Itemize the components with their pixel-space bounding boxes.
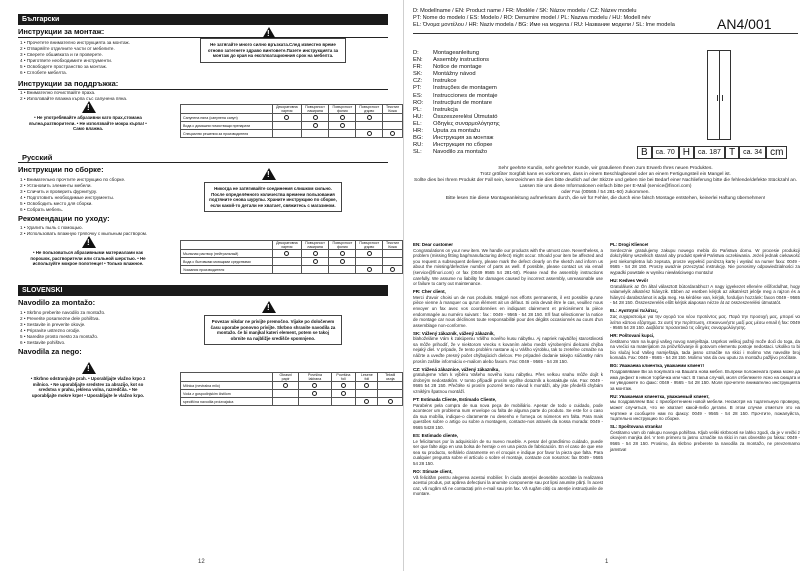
section-russian-title: Русский <box>18 152 388 163</box>
bg-assembly-heading: Инструкции за монтаж: <box>18 27 388 38</box>
sl-warning-box: Povezav nikdar ne privijte premočno. Vijake po določenem času uporabe ponovno privijte. Skrbno shranite navodila za montažo. če bi manjkal kateri element, potem se takoj obrnite na najbližje središče spomnjeno. <box>204 315 342 345</box>
german-intro: Sehr geehrte Kundin, sehr geehrter Kunde, wir gratulieren Ihnen zum Erwerb Ihres neuen Produktes. Trotz größter Sorgfalt kann es vorkommen, dass in einem Beschlagbeutel oder an einem Fertigungsteil ein Mangel ist. Sollte dies bei Ihrem Produkt der Fall sein, kennzeichnen Sie dies bitte deutlich auf der Skizze und geben Sie bei Bedarf einer Nachlieferung bitte die fehlende/defekte Stückzahl an. Lassen Sie uns diese Informationen einfach bitte per E-Mail (service@finori.com) oder Fax (00565 / 54 281-50) zukommen. Bitte lesen Sie diese Montageanleitung aufmerksam durch, die wir für Fehler, die durch eine falsch Montage entstehen, keinerlei Haftung übernehmen! <box>414 166 797 201</box>
page-number: 1 <box>605 559 609 565</box>
intro-column-2: PL: Drogi Klience! Serdecznie gratulujemy zakupu nowego mebla do Państwa domu. W procesie produkcji dołożyliśmy wszelkich starań aby produkt spełnił Państwa oczekiwania. Jeżeli jednak ciekawość jest niekompletna lub zepsuta, prosze wypełnić poniższą kartę i wysłać na numer faxu: 0049 - 9565 - 54 28 150. Proszę uważnie przeczytać instrukcję. Nie ponosimy odpowiedzialności za wypadki powstałe w wyniku niewłaściwego montażu! HU: Kedves Vevő! Gratulálunk az Ön által választott bútordarabhoz! A nagy igyekezet ellenére előfordulhat, hogy valamelyik alkatrész hiányzik. Ebben az esetben kérjük az alkatrészt jelölje meg a rajzon és a hiányzó darabszámot is adja meg. Ha kérdése van, kérjük, forduljon hozzánk: faxon 0049 - 9565 - 54 28 150. Összeszerelés előtt kérjük alaposan nézze át az összeszerelési útmutatót. EL: Αγαπητοί πελάτες, Σας ευχαριστούμε για την αγορά του νέου προϊόντος μας. Παρά την προσοχή μας, μπορεί να λείπει κάποιο εξάρτημα. Σε αυτή την περίπτωση, επικοινωνήστε μαζί μας μέσω email ή fax: 0049 - 9565 54 28 150. Διαβάστε προσεκτικά τις οδηγίες συναρμολόγησης. HR: Poštovani kupci, čestitamo Vam na kupnji vašeg novog namještaja. Usprkos velikoj pažnji može doći do toga, da na vrećici sa materijalom za pričvršćivanje ili gotovom elementu postoje nedostaci. Ukoliko to bi bio slučaj kod Vašeg namještaja, tada jasno označite na skici i molimo Vas navedite broj komada. Fax: 0049 - 9565 - 54 28 150. Molimo Vas da ovu uputu za montažu pažljivo pročitate. BG: Уважаема клиентка, уважаеми клиент! Поздравяваме Ви за покупката на Вашата нова мебел. Въпреки положената грижа може да има дефект в някоя торбичка или част. В такъв случай, моля отбележете ясно на скицата и ни уведомете по факс: 0049 - 9565 - 54 28 150. Моля прочетете внимателно инструкцията за монтаж. RU: Уважаемая клиентка, уважаемый клиент, мы поздравляем Вас с приобретением новой мебели. Несмотря на тщательную проверку, может случиться, что не хватает какой-либо детали. В этом случае отметьте это на чертеже и сообщите нам по факсу: 0049 - 9565 - 54 28 150. Прочтите, пожалуйста, тщательно инструкцию по сборке. SL: Spoštovana stranka! Čestitamo vam ob nakupu novega pohištva. Kljub veliki skrbnosti se lahko zgodi, da je v vrečki z okovjem manjka del. V tem primeru to jasno označite na skici in nas obvestite po faksu: 0049 - 9565 - 54 28 150. Prosimo, da skrbno preberete ta navodila za montažo, ne prevzemamo jamstva! <box>610 242 800 452</box>
ru-care-steps: 1 • Удалить пыль с помощью. 2 • Использовать влажную тряпочку с мыльным раствором. <box>20 225 148 236</box>
warning-icon <box>82 362 96 374</box>
bg-steps: 1 • Прочетете внимателно инструкцията за монтаж. 2 • Отваряйте отделните части от мебелите. 3 • Сверете обшивката и ги проверете. 4 • Пригответе необходимите инструменти. 5 • Освободете пространство за монтаж. 6 • Сглобете мебелта. <box>20 40 130 75</box>
ru-care-table: Декоративна хартия Повърхност лакирана Повърхност фолио Повърхност дърво Текстил Кожа Мыльная раствор (нейтральный) Вода с бытовыми моющими средствами Указания производителя <box>180 240 403 274</box>
model-name-lines: D: Modellname / EN: Product name / FR: Modèle / SK: Názov modelu / CZ: Název modelu PT: Nome do modelo / ES: Modelo / RO: Denumire model / PL: Nazwa modelu / HU: Modell név EL: Όνομα μοντέλου / HR: Naziv modela / BG: Име на модела / RU: Название модели / SL: Ime modela <box>413 8 675 29</box>
bg-warning-box: Не затягайте много силно връзката.След известно време отново затегнете здраво винтовете.Пазете инструкцията за монтаж до края на експлоатационния срок на мебелта. <box>200 38 346 63</box>
ru-assembly-heading: Инструкции по сборке: <box>18 165 104 174</box>
divider <box>413 33 798 34</box>
warning-icon <box>82 236 96 248</box>
bg-care-table: Декоративна хартия Повърхност лакирана Повърхност фолио Повърхност дърво Текстил Кожа Сапунена пяна (сапунена сапун) Вода с домашни почистващи препарати Специални решения за производителя <box>180 104 403 138</box>
cabinet-illustration <box>707 50 731 140</box>
ru-care-warning: • Не пользоваться абразивными материалами как порошок, растворители или стальной шерстью. • Не используйте мокрое полотенце! • Только влажное. <box>30 250 146 267</box>
warning-icon <box>262 301 276 313</box>
sl-care-warning: • Skrbno odstranjujte prah. • Uporabljajte vlažno krpo z milnico. • Ne uporabljajte sredstev za abrazijo, kot so sredstva v prahu, jeklena volna, razredčila. • Ne uporabljajte mokre krpe! • Uporabljajte le vlažno krpo. <box>30 376 146 398</box>
warning-icon <box>262 168 276 180</box>
ru-steps: 1 • Внимательно прочтите инструкцию по сборке. 2 • Установить элементы мебели. 3 • Сличить и проверить фурнитуру. 4 • Подготовить необходимые инструменты. 5 • Освободить место для сборки. 6 • Собрать мебель. <box>20 177 126 212</box>
model-code: AN4/001 <box>717 16 772 32</box>
page-number: 12 <box>198 559 205 565</box>
section-bulgarian-title: Български <box>18 14 388 25</box>
bg-care-heading: Инструкции за поддръжка: <box>18 79 388 90</box>
warning-icon <box>82 101 96 113</box>
right-page <box>405 0 808 571</box>
sl-care-table: Okrasni papir Površina lakirana Površina foli Lesene foli Tekstil usnja Milnica (nevtralna milo) Voda z gospodinjskim čistilom specifična navodila proizvajalca <box>180 372 403 406</box>
sl-care-heading: Navodila za nego: <box>18 347 82 356</box>
language-list: D: Montageanleitung EN: Assembly instructions FR: Notice de montage SK: Montážny návod CZ: Instrukce PT: Instruções de montagem ES: Instrucciones de montaje RO: Instrucțiuni de montare PL: Instrukcja HU: Összeszerelési Útmutató EL: Οδηγίες συναρμολόγησης HR: Uputa za montažu BG: Инструкция за монтаж RU: Инструкция по сборке SL: Navodilo za montažo <box>413 50 500 156</box>
bg-care-warning: • Не употребявайте абразивни като прах,стомана вълна,разтворители. • Не използвайте мокра кърпа! • Само влажна. <box>29 115 147 132</box>
intro-column-1: EN: Dear customer Congratulations on your new item. We handle our products with the utmost care. Nevertheless, a problem (missing fitting bag/manufacturing defect) might occur. Should your item be affected and you request a subsequent delivery, please mark the defect clearly on the sketch and inform us about the missing/defective number of parts as well. If possible, please contact us via email (service@finori.com) or fax (0049 9565 54 281-50). Please read the assembly instructions carefully. We assume no liability for damages caused by incorrect assembly, unreasonable use or failure to carry out maintenance. FR: Cher client, Merci d'avoir choisi un de nos produits. Malgré nos efforts permanents, il est possible qu'une pièce vienne à manquer ou qu'un élément ait un défaut. Si cela devait être le cas, veuillez nous envoyer un fax avec vos coordonnées en indiquant clairement et précisément la pièce endommagée au numéro suivant : fax : 0049 - 9565 - 54 28 150. S'il faut sélectionner la notice de montage car nous déclinons toute responsabilité pour des dégâts occasionnés au cours d'un assemblage non-conforme. SK: Vážený zákazník, vážený zákazník, blahoželáme Vám k zakúpeniu Vášho nového kusu nábytku. Aj napriek najväčšej starostlivosti sa môže prihodiť, že v niektorom vrecku s kovaním alebo medzi výrobenými dielcami chýba nejaký diel. V prípade, že tento problém nastane aj u Vášho výrobku, tak to zreteľne označte na náčrte a uveďte presný počet chýbajúcich dielcov. Pre prípadné dodanie takejto súčiastky nám prosím zašlite informáciu e-mailom alebo faxom. Fax: 0049 - 9565 - 54 28 150. CZ: Vážená zákaznice, vážený zákazníku, gratulujeme Vám k výběru Vašeho nového kusu nábytku. Přes velkou snahu může dojít k drobným nedostatkům. V tomto případě prosím vyplňte dotazník a kontaktujte nás. Fax: 0049 - 9565 54 28 150. Přečtěte si prosím pozorně tento návod k montáži, aby jste předešli chybám vzniklým špatnou montáží. PT: Estimada Cliente, Estimado Cliente, Parabéns pela compra de sua nova peça de mobiliário. Apesar de todo o cuidado, pode acontecer um problema num envelope ou falta de alguma parte do produto. Se este for o caso da sua mobília, indique-o claramente no desenho e forneça os números em falta. Para mais questões sobre o artigo ou sobre a montagem, contacte-nos através da nossa morada: 0049 - 9565 5428 150. ES: Estimado cliente, Le felicitamos por la adquisición de su nuevo mueble. A pesar del grandísimo cuidado, puede ser que falte algo en una bolsa de herraje o en una pieza de fabricación. En el caso de que ese sea su producto, señálelo claramente en el croquis e indique por favor la pieza que falta. Para cualquier pregunta sobre el artículo o sobre el montaje, contacte con nosotros: fax 0049 - 9565 54 28 150. RO: Stimate client, Vă felicităm pentru alegerea acestui mobilier. În ciuda atenției deosebite acordate la realizarea acestui produs, pot apărea defecțiuni la anumite componente sau pot lipsi anumite părți. În acest caz, vă rugăm să ne contactați prin e-mail sau prin fax. Vă rugăm citiți cu atenție instrucțiunile de montare. <box>413 242 603 497</box>
sl-assembly-heading: Navodilo za montažo: <box>18 298 96 307</box>
ru-care-heading: Рекомендации по уходу: <box>18 214 110 223</box>
bg-care-steps: 1 • Внимателно почиствайте праха. 2 • Използвайте влажна кърпа със сапунена пяна. <box>20 90 128 101</box>
ru-warning-box: Никогда не затягивайте соединения слишком сильно. После определённого количества времени пользования подтяните снова шурупы. Храните инструкцию по сборке, если какой-то детали не хватает, свяжитесь с магазином. <box>204 182 342 212</box>
sl-steps: 1 • Skrbno preberite navodilo za montažo. 2 • Preverite posamezne dele pohištva. 3 • Sestavite in preverite okovje. 4 • Pripravite ustrezno orodje. 5 • Naredite prosto mesto za montažo. 6 • Sestavite pohištvo. <box>20 310 106 345</box>
dimensions-box: B ca. 70 H ca. 187 T ca. 34 cm <box>637 146 787 159</box>
section-slovenian-title: SLOVENSKI <box>18 285 388 296</box>
